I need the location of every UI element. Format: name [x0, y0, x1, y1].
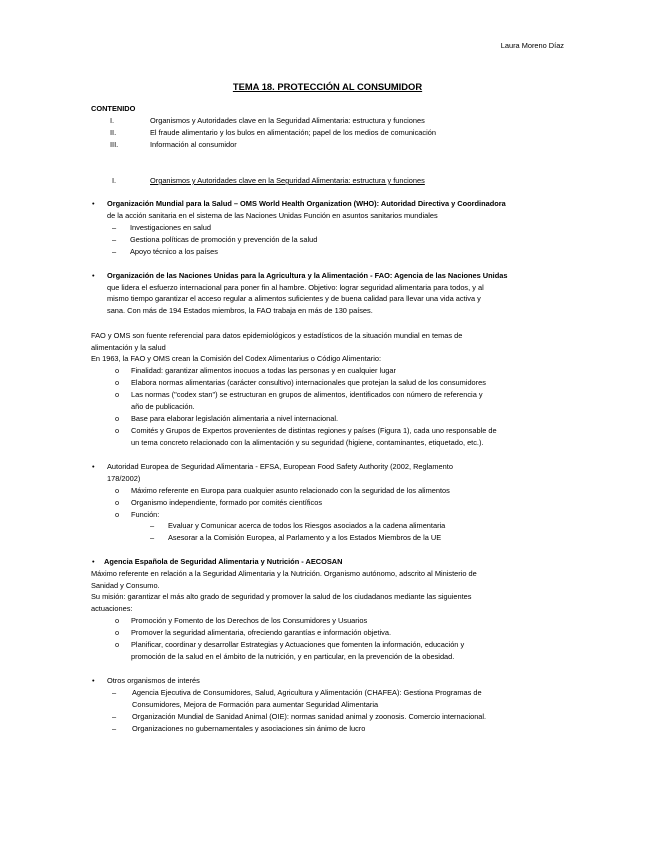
list-item-text: Organización Mundial de Sanidad Animal (OIE): normas sanidad animal y zoonosis. Comercio internacional.	[132, 712, 487, 721]
list-item	[112, 222, 211, 234]
list-item-text: Elabora normas alimentarias (carácter consultivo) internacionales que protejan la salud de los consumidores	[131, 378, 486, 387]
aecosan-line: Su misión: garantizar el más alto grado de seguridad y promover la salud de los ciudadanos mediante las siguientes	[91, 592, 472, 602]
list-item	[115, 497, 323, 509]
list-item	[112, 711, 487, 723]
dash-icon: –	[150, 533, 155, 542]
contents-item-text: Organismos y Autoridades clave en la Seguridad Alimentaria: estructura y funciones	[150, 116, 425, 125]
bullet-icon: •	[92, 199, 95, 208]
list-item	[115, 627, 392, 639]
bullet-icon: •	[92, 557, 95, 566]
aecosan-title: Agencia Española de Seguridad Alimentaria y Nutrición - AECOSAN	[104, 557, 343, 566]
contents-item-text: Información al consumidor	[150, 140, 237, 149]
author-header: Laura Moreno Díaz	[500, 41, 564, 50]
list-item-text: Finalidad: garantizar alimentos inocuos a todas las personas y en cualquier lugar	[131, 366, 396, 375]
others-list	[112, 687, 487, 735]
efsa-line: Autoridad Europea de Seguridad Alimentaria - EFSA, European Food Safety Authority (2002, Reglamento	[107, 462, 453, 471]
fao-paragraph	[107, 270, 564, 316]
list-item	[112, 246, 218, 258]
dash-icon: –	[112, 247, 117, 256]
contents-heading: CONTENIDO	[91, 104, 136, 113]
circle-bullet-icon: o	[115, 414, 120, 423]
who-paragraph	[107, 198, 564, 221]
list-item-continuation	[115, 401, 195, 413]
aecosan-line: Sanidad y Consumo.	[91, 580, 160, 590]
page-title: TEMA 18. PROTECCIÓN AL CONSUMIDOR	[232, 81, 423, 92]
codex-line: FAO y OMS son fuente referencial para datos epidemiológicos y estadísticos de la situación mundial en temas de	[91, 331, 463, 340]
list-item	[150, 532, 442, 544]
fao-line: mismo tiempo garantizar el acceso regular a alimentos suficientes y de buena calidad para llevar una vida activa y	[107, 294, 481, 304]
list-item	[115, 509, 160, 521]
list-item-text: Consumidores, Mejora de Formación para aumentar Seguridad Alimentaria	[132, 700, 379, 709]
contents-list	[110, 115, 436, 151]
list-item	[115, 413, 339, 425]
list-item-continuation	[115, 437, 484, 449]
codex-list	[115, 365, 497, 449]
list-item	[115, 425, 497, 437]
efsa-paragraph	[107, 461, 453, 484]
list-item-text: Apoyo técnico a los países	[130, 247, 218, 256]
list-item-text: Promover la seguridad alimentaria, ofreciendo garantías e información objetiva.	[131, 628, 392, 637]
circle-bullet-icon: o	[115, 510, 120, 519]
who-list	[112, 222, 318, 258]
list-item	[150, 520, 446, 532]
circle-bullet-icon: o	[115, 486, 120, 495]
circle-bullet-icon: o	[115, 640, 120, 649]
contents-item	[110, 139, 237, 151]
list-item-text: Investigaciones en salud	[130, 223, 211, 232]
bullet-icon: •	[92, 462, 95, 471]
list-item-text: Gestiona políticas de promoción y prevención de la salud	[130, 235, 318, 244]
list-item-text: Asesorar a la Comisión Europea, al Parlamento y a los Estados Miembros de la UE	[168, 533, 442, 542]
bullet-icon: •	[92, 676, 95, 685]
list-item-text: Agencia Ejecutiva de Consumidores, Salud, Agricultura y Alimentación (CHAFEA): Gestiona Programas de	[132, 688, 482, 697]
list-item	[115, 389, 483, 401]
aecosan-paragraph	[91, 568, 477, 614]
dash-icon: –	[112, 223, 117, 232]
list-item-text: Organizaciones no gubernamentales y asociaciones sin ánimo de lucro	[132, 724, 366, 733]
aecosan-line: actuaciones:	[91, 603, 133, 613]
list-item-text: Máximo referente en Europa para cualquier asunto relacionado con la seguridad de los alimentos	[131, 486, 450, 495]
fao-line: Organización de las Naciones Unidas para la Agricultura y la Alimentación - FAO: Agencia de las Naciones Unidas	[107, 271, 508, 280]
dash-icon: –	[150, 521, 155, 530]
circle-bullet-icon: o	[115, 366, 120, 375]
section-title: Organismos y Autoridades clave en la Seguridad Alimentaria: estructura y funciones	[150, 176, 425, 185]
others-title: Otros organismos de interés	[107, 676, 200, 685]
section-number: I.	[112, 176, 117, 185]
contents-item-text: El fraude alimentario y los bulos en alimentación; papel de los medios de comunicación	[150, 128, 436, 137]
efsa-function-list	[150, 520, 446, 544]
who-line: Organización Mundial para la Salud – OMS World Health Organization (WHO): Autoridad Directiva y Coordinadora	[107, 199, 506, 208]
list-item	[112, 687, 482, 699]
list-item-text: Comités y Grupos de Expertos provenientes de distintas regiones y países (Figura 1), cada uno responsable de	[131, 426, 497, 435]
list-item-text: Planificar, coordinar y desarrollar Estrategias y Actuaciones que fomenten la información, educación y	[131, 640, 465, 649]
aecosan-line: Máximo referente en relación a la Seguridad Alimentaria y la Nutrición. Organismo autónomo, adscrito al Ministerio de	[91, 569, 477, 578]
codex-line: En 1963, la FAO y OMS crean la Comisión del Codex Alimentarius o Código Alimentario:	[91, 354, 382, 364]
who-line: de la acción sanitaria en el sistema de las Naciones Unidas Función en asuntos sanitarios mundiales	[107, 210, 438, 220]
list-item-text: promoción de la salud en el ámbito de la nutrición, y en particular, en la prevención de la obesidad.	[131, 652, 455, 661]
bullet-icon: •	[92, 271, 95, 280]
list-item-text: Organismo independiente, formado por comités científicos	[131, 498, 323, 507]
list-item-continuation	[112, 699, 379, 711]
aecosan-list	[115, 615, 465, 663]
list-item-text: Evaluar y Comunicar acerca de todos los Riesgos asociados a la cadena alimentaria	[168, 521, 446, 530]
list-item-text: Promoción y Fomento de los Derechos de los Consumidores y Usuarios	[131, 616, 368, 625]
codex-intro	[91, 330, 564, 365]
list-item-text: Las normas ("codex stan") se estructuran en grupos de alimentos, identificados con número de referencia y	[131, 390, 483, 399]
list-item	[115, 365, 396, 377]
list-item	[115, 485, 450, 497]
contents-item	[110, 127, 436, 139]
circle-bullet-icon: o	[115, 390, 120, 399]
circle-bullet-icon: o	[115, 628, 120, 637]
dash-icon: –	[112, 235, 117, 244]
efsa-list	[115, 485, 450, 521]
circle-bullet-icon: o	[115, 616, 120, 625]
circle-bullet-icon: o	[115, 426, 120, 435]
list-item	[115, 615, 368, 627]
dash-icon: –	[112, 724, 117, 733]
contents-item-num: II.	[110, 128, 117, 137]
circle-bullet-icon: o	[115, 378, 120, 387]
fao-line: que lidera el esfuerzo internacional para poner fin al hambre. Objetivo: lograr seguridad alimentaria para todos, y al	[107, 282, 484, 292]
list-item-text: Base para elaborar legislación alimentaria a nivel internacional.	[131, 414, 339, 423]
codex-line: alimentación y la salud	[91, 342, 166, 352]
list-item-text: año de publicación.	[131, 402, 195, 411]
contents-item	[110, 115, 425, 127]
dash-icon: –	[112, 712, 117, 721]
list-item	[112, 234, 318, 246]
list-item	[112, 723, 366, 735]
fao-line: sana. Con más de 194 Estados miembros, la FAO trabaja en más de 130 países.	[107, 305, 373, 315]
list-item	[115, 377, 486, 389]
list-item-continuation	[115, 651, 455, 663]
dash-icon: –	[112, 688, 117, 697]
circle-bullet-icon: o	[115, 498, 120, 507]
list-item-text: Función:	[131, 510, 160, 519]
contents-item-num: I.	[110, 116, 115, 125]
efsa-line: 178/2002)	[107, 473, 141, 483]
list-item-text: un tema concreto relacionado con la alimentación y su seguridad (higiene, contaminantes, etiquetado, etc.).	[131, 438, 484, 447]
list-item	[115, 639, 465, 651]
contents-item-num: III.	[110, 140, 119, 149]
